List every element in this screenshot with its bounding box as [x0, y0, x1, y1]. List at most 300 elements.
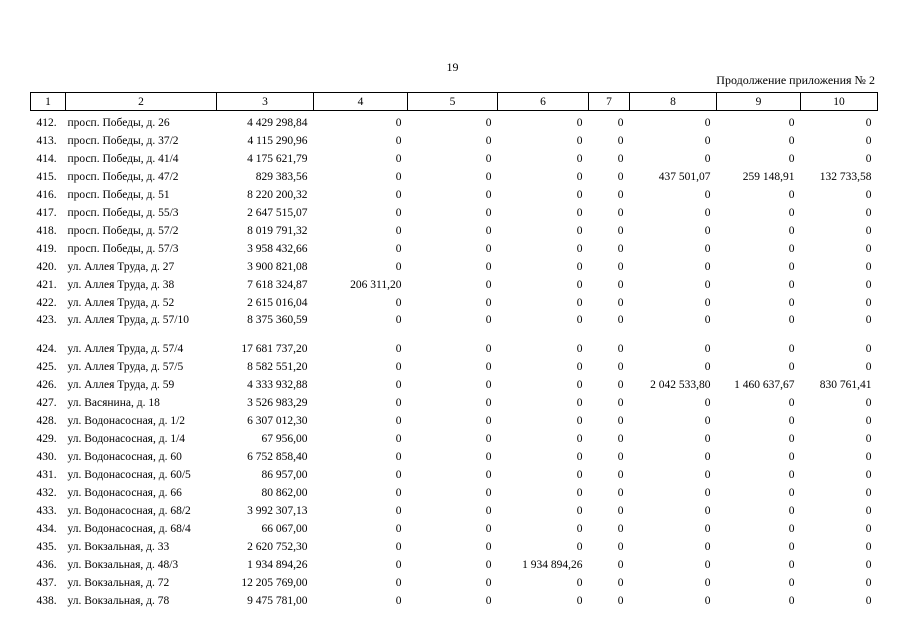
value-cell: 437 501,07 [658, 171, 711, 183]
data-table [30, 92, 878, 610]
value-cell: 0 [617, 314, 624, 326]
address-cell: ул. Васянина, д. 18 [67, 397, 160, 409]
address-cell: ул. Водонасосная, д. 60/5 [67, 469, 191, 481]
row-number: 420. [36, 261, 57, 273]
address-cell: ул. Аллея Труда, д. 38 [67, 279, 175, 291]
value-cell: 0 [617, 135, 624, 147]
value-cell: 0 [617, 595, 624, 607]
row-number: 435. [36, 541, 57, 553]
value-cell: 0 [865, 487, 872, 499]
value-cell: 0 [788, 225, 795, 237]
value-cell: 0 [617, 297, 624, 309]
value-cell: 0 [704, 487, 711, 499]
value-cell: 0 [865, 243, 872, 255]
value-cell: 0 [576, 523, 583, 535]
value-cell: 0 [865, 117, 872, 129]
value-cell: 0 [788, 397, 795, 409]
address-cell: ул. Аллея Труда, д. 57/4 [67, 343, 184, 355]
value-cell: 0 [617, 207, 624, 219]
value-cell: 0 [485, 505, 492, 517]
value-cell: 0 [485, 559, 492, 571]
value-cell: 0 [576, 487, 583, 499]
table-row [31, 258, 878, 276]
value-cell: 0 [865, 559, 872, 571]
value-cell: 0 [788, 314, 795, 326]
value-cell: 0 [788, 505, 795, 517]
value-cell: 67 956,00 [261, 433, 308, 445]
value-cell: 0 [617, 361, 624, 373]
value-cell: 0 [788, 361, 795, 373]
value-cell: 0 [617, 243, 624, 255]
value-cell: 2 042 533,80 [650, 379, 711, 391]
value-cell: 0 [395, 379, 402, 391]
value-cell: 0 [485, 415, 492, 427]
table-row [31, 312, 878, 340]
row-number: 422. [36, 297, 57, 309]
value-cell: 0 [485, 117, 492, 129]
value-cell: 0 [576, 297, 583, 309]
row-number: 426. [36, 379, 57, 391]
value-cell: 0 [788, 297, 795, 309]
value-cell: 0 [617, 171, 624, 183]
address-cell: ул. Водонасосная, д. 60 [67, 451, 182, 463]
value-cell: 0 [485, 469, 492, 481]
value-cell: 0 [576, 279, 583, 291]
value-cell: 0 [485, 541, 492, 553]
value-cell: 0 [788, 469, 795, 481]
row-number: 428. [36, 415, 57, 427]
value-cell: 0 [617, 117, 624, 129]
value-cell: 0 [704, 361, 711, 373]
appendix-continuation-note: Продолжение приложения № 2 [716, 73, 875, 87]
value-cell: 0 [617, 225, 624, 237]
value-cell: 0 [617, 505, 624, 517]
value-cell: 0 [485, 397, 492, 409]
table-row [31, 592, 878, 610]
value-cell: 0 [485, 361, 492, 373]
value-cell: 0 [788, 243, 795, 255]
value-cell: 0 [576, 577, 583, 589]
table-row [31, 502, 878, 520]
value-cell: 0 [704, 207, 711, 219]
row-number: 427. [36, 397, 57, 409]
value-cell: 0 [704, 153, 711, 165]
row-number: 430. [36, 451, 57, 463]
value-cell: 830 761,41 [819, 379, 872, 391]
value-cell: 0 [704, 451, 711, 463]
value-cell: 0 [395, 595, 402, 607]
value-cell: 0 [788, 279, 795, 291]
value-cell: 0 [485, 207, 492, 219]
value-cell: 0 [576, 469, 583, 481]
value-cell: 8 582 551,20 [247, 361, 308, 373]
value-cell: 0 [865, 541, 872, 553]
value-cell: 0 [617, 279, 624, 291]
column-header: 2 [66, 93, 217, 111]
row-number: 412. [36, 117, 57, 129]
value-cell: 0 [788, 117, 795, 129]
value-cell: 0 [704, 541, 711, 553]
value-cell: 0 [865, 153, 872, 165]
value-cell: 0 [788, 415, 795, 427]
address-cell: просп. Победы, д. 57/2 [67, 225, 179, 237]
value-cell: 0 [395, 487, 402, 499]
value-cell: 0 [788, 433, 795, 445]
column-header: 10 [801, 93, 878, 111]
value-cell: 0 [576, 135, 583, 147]
value-cell: 2 615 016,04 [247, 297, 308, 309]
table-header-row [31, 93, 878, 111]
value-cell: 0 [485, 451, 492, 463]
table-row [31, 358, 878, 376]
value-cell: 0 [704, 314, 711, 326]
row-number: 419. [36, 243, 57, 255]
value-cell: 0 [485, 314, 492, 326]
value-cell: 0 [395, 117, 402, 129]
value-cell: 0 [485, 343, 492, 355]
column-header: 7 [589, 93, 630, 111]
value-cell: 0 [485, 379, 492, 391]
address-cell: просп. Победы, д. 57/3 [67, 243, 179, 255]
value-cell: 0 [617, 261, 624, 273]
value-cell: 0 [485, 523, 492, 535]
value-cell: 0 [865, 279, 872, 291]
value-cell: 3 958 432,66 [247, 243, 308, 255]
table-row [31, 222, 878, 240]
row-number: 413. [36, 135, 57, 147]
value-cell: 1 934 894,26 [522, 559, 583, 571]
value-cell: 9 475 781,00 [247, 595, 308, 607]
value-cell: 0 [395, 451, 402, 463]
value-cell: 0 [865, 189, 872, 201]
table-row [31, 340, 878, 358]
address-cell: ул. Водонасосная, д. 68/2 [67, 505, 191, 517]
column-header: 5 [408, 93, 498, 111]
value-cell: 0 [788, 595, 795, 607]
value-cell: 0 [865, 225, 872, 237]
value-cell: 0 [395, 189, 402, 201]
table-row [31, 376, 878, 394]
table-row [31, 484, 878, 502]
value-cell: 0 [704, 135, 711, 147]
value-cell: 0 [485, 595, 492, 607]
value-cell: 17 681 737,20 [241, 343, 308, 355]
value-cell: 0 [576, 243, 583, 255]
value-cell: 66 067,00 [261, 523, 308, 535]
value-cell: 6 307 012,30 [247, 415, 308, 427]
table-body [31, 111, 878, 611]
value-cell: 132 733,58 [819, 171, 872, 183]
value-cell: 0 [485, 433, 492, 445]
row-number: 416. [36, 189, 57, 201]
value-cell: 0 [704, 189, 711, 201]
value-cell: 0 [576, 261, 583, 273]
address-cell: просп. Победы, д. 37/2 [67, 135, 179, 147]
row-number: 438. [36, 595, 57, 607]
table-row [31, 466, 878, 484]
value-cell: 0 [395, 505, 402, 517]
value-cell: 0 [865, 361, 872, 373]
address-cell: просп. Победы, д. 26 [67, 117, 170, 129]
value-cell: 0 [865, 261, 872, 273]
value-cell: 0 [617, 189, 624, 201]
value-cell: 0 [788, 577, 795, 589]
column-header: 4 [314, 93, 408, 111]
table-row [31, 574, 878, 592]
value-cell: 0 [865, 595, 872, 607]
address-cell: ул. Вокзальная, д. 78 [67, 595, 170, 607]
value-cell: 0 [704, 279, 711, 291]
value-cell: 8 375 360,59 [247, 314, 308, 326]
value-cell: 0 [576, 361, 583, 373]
row-number: 432. [36, 487, 57, 499]
table-row [31, 520, 878, 538]
value-cell: 0 [395, 559, 402, 571]
value-cell: 0 [395, 243, 402, 255]
row-number: 415. [36, 171, 57, 183]
value-cell: 0 [865, 451, 872, 463]
value-cell: 0 [617, 433, 624, 445]
value-cell: 2 647 515,07 [247, 207, 308, 219]
value-cell: 0 [485, 297, 492, 309]
value-cell: 0 [576, 541, 583, 553]
table-row [31, 186, 878, 204]
value-cell: 0 [617, 153, 624, 165]
value-cell: 0 [704, 469, 711, 481]
table-row [31, 556, 878, 574]
value-cell: 1 460 637,67 [734, 379, 795, 391]
value-cell: 0 [576, 433, 583, 445]
value-cell: 0 [485, 153, 492, 165]
value-cell: 0 [704, 397, 711, 409]
value-cell: 206 311,20 [350, 279, 402, 291]
value-cell: 0 [617, 559, 624, 571]
value-cell: 0 [865, 207, 872, 219]
value-cell: 0 [576, 189, 583, 201]
value-cell: 0 [788, 207, 795, 219]
address-cell: просп. Победы, д. 55/3 [67, 207, 179, 219]
column-header: 9 [717, 93, 801, 111]
value-cell: 0 [788, 487, 795, 499]
value-cell: 0 [576, 171, 583, 183]
value-cell: 0 [395, 171, 402, 183]
address-cell: ул. Водонасосная, д. 68/4 [67, 523, 191, 535]
value-cell: 0 [865, 505, 872, 517]
value-cell: 12 205 769,00 [241, 577, 308, 589]
address-cell: просп. Победы, д. 47/2 [67, 171, 179, 183]
table-row [31, 394, 878, 412]
value-cell: 0 [485, 261, 492, 273]
value-cell: 0 [865, 397, 872, 409]
row-number: 429. [36, 433, 57, 445]
value-cell: 0 [395, 541, 402, 553]
value-cell: 0 [617, 469, 624, 481]
address-cell: ул. Вокзальная, д. 72 [67, 577, 170, 589]
value-cell: 0 [395, 433, 402, 445]
value-cell: 3 526 983,29 [247, 397, 308, 409]
value-cell: 0 [617, 541, 624, 553]
value-cell: 0 [617, 415, 624, 427]
value-cell: 0 [788, 559, 795, 571]
value-cell: 0 [576, 117, 583, 129]
row-number: 424. [36, 343, 57, 355]
value-cell: 3 900 821,08 [247, 261, 308, 273]
value-cell: 0 [865, 433, 872, 445]
row-number: 423. [36, 314, 57, 326]
value-cell: 0 [788, 261, 795, 273]
value-cell: 0 [395, 207, 402, 219]
address-cell: ул. Аллея Труда, д. 57/5 [67, 361, 184, 373]
value-cell: 0 [865, 523, 872, 535]
value-cell: 0 [485, 189, 492, 201]
column-header: 1 [31, 93, 66, 111]
row-number: 425. [36, 361, 57, 373]
value-cell: 4 115 290,96 [247, 135, 308, 147]
value-cell: 0 [395, 297, 402, 309]
table-row [31, 538, 878, 556]
value-cell: 0 [485, 225, 492, 237]
row-number: 417. [36, 207, 57, 219]
value-cell: 0 [395, 343, 402, 355]
value-cell: 829 383,56 [255, 171, 308, 183]
value-cell: 0 [617, 577, 624, 589]
value-cell: 0 [704, 297, 711, 309]
value-cell: 0 [788, 451, 795, 463]
value-cell: 0 [704, 117, 711, 129]
column-header: 6 [498, 93, 589, 111]
value-cell: 0 [576, 379, 583, 391]
value-cell: 0 [788, 189, 795, 201]
value-cell: 0 [617, 379, 624, 391]
value-cell: 1 934 894,26 [247, 559, 308, 571]
table-row [31, 448, 878, 466]
value-cell: 4 175 621,79 [247, 153, 308, 165]
row-number: 431. [36, 469, 57, 481]
value-cell: 0 [576, 505, 583, 517]
value-cell: 0 [704, 505, 711, 517]
value-cell: 0 [788, 135, 795, 147]
table-row [31, 111, 878, 133]
value-cell: 3 992 307,13 [247, 505, 308, 517]
value-cell: 0 [704, 433, 711, 445]
table-row [31, 240, 878, 258]
row-number: 433. [36, 505, 57, 517]
value-cell: 0 [788, 541, 795, 553]
value-cell: 0 [576, 397, 583, 409]
value-cell: 0 [395, 314, 402, 326]
row-number: 436. [36, 559, 57, 571]
table-row [31, 132, 878, 150]
table-row [31, 150, 878, 168]
value-cell: 8 220 200,32 [247, 189, 308, 201]
value-cell: 0 [395, 135, 402, 147]
table-row [31, 168, 878, 186]
value-cell: 0 [704, 559, 711, 571]
table-row [31, 204, 878, 222]
row-number: 437. [36, 577, 57, 589]
value-cell: 0 [576, 225, 583, 237]
value-cell: 0 [617, 343, 624, 355]
address-cell: ул. Водонасосная, д. 1/4 [67, 433, 186, 445]
table-row [31, 294, 878, 312]
value-cell: 0 [788, 343, 795, 355]
value-cell: 0 [704, 595, 711, 607]
value-cell: 0 [576, 451, 583, 463]
address-cell: ул. Аллея Труда, д. 57/10 [67, 314, 189, 326]
address-cell: ул. Вокзальная, д. 33 [67, 541, 170, 553]
value-cell: 0 [485, 243, 492, 255]
value-cell: 4 333 932,88 [247, 379, 308, 391]
table-row [31, 430, 878, 448]
value-cell: 0 [395, 469, 402, 481]
address-cell: ул. Аллея Труда, д. 52 [67, 297, 175, 309]
address-cell: ул. Водонасосная, д. 1/2 [67, 415, 186, 427]
value-cell: 80 862,00 [261, 487, 308, 499]
value-cell: 0 [395, 397, 402, 409]
value-cell: 0 [485, 171, 492, 183]
value-cell: 0 [617, 397, 624, 409]
value-cell: 4 429 298,84 [247, 117, 308, 129]
value-cell: 0 [485, 135, 492, 147]
value-cell: 0 [704, 523, 711, 535]
value-cell: 0 [704, 261, 711, 273]
value-cell: 8 019 791,32 [247, 225, 308, 237]
value-cell: 0 [704, 415, 711, 427]
row-number: 418. [36, 225, 57, 237]
value-cell: 0 [865, 469, 872, 481]
value-cell: 0 [576, 415, 583, 427]
value-cell: 0 [395, 361, 402, 373]
value-cell: 0 [865, 343, 872, 355]
value-cell: 0 [704, 577, 711, 589]
value-cell: 0 [576, 343, 583, 355]
value-cell: 0 [865, 314, 872, 326]
value-cell: 2 620 752,30 [247, 541, 308, 553]
value-cell: 0 [704, 343, 711, 355]
row-number: 421. [36, 279, 57, 291]
value-cell: 0 [576, 595, 583, 607]
table-row [31, 276, 878, 294]
column-header: 8 [630, 93, 717, 111]
address-cell: ул. Вокзальная, д. 48/3 [67, 559, 179, 571]
value-cell: 0 [395, 523, 402, 535]
address-cell: ул. Водонасосная, д. 66 [67, 487, 182, 499]
value-cell: 0 [576, 314, 583, 326]
value-cell: 0 [617, 451, 624, 463]
page-number: 19 [446, 60, 459, 74]
value-cell: 259 148,91 [742, 171, 795, 183]
value-cell: 0 [788, 523, 795, 535]
value-cell: 0 [395, 415, 402, 427]
value-cell: 0 [395, 225, 402, 237]
value-cell: 0 [617, 487, 624, 499]
value-cell: 6 752 858,40 [247, 451, 308, 463]
value-cell: 0 [865, 415, 872, 427]
value-cell: 0 [395, 153, 402, 165]
row-number: 434. [36, 523, 57, 535]
value-cell: 7 618 324,87 [247, 279, 308, 291]
value-cell: 0 [485, 577, 492, 589]
column-header: 3 [217, 93, 314, 111]
value-cell: 0 [617, 523, 624, 535]
value-cell: 0 [865, 577, 872, 589]
table-row [31, 412, 878, 430]
value-cell: 0 [704, 225, 711, 237]
address-cell: ул. Аллея Труда, д. 27 [67, 261, 175, 273]
value-cell: 0 [485, 487, 492, 499]
value-cell: 86 957,00 [261, 469, 308, 481]
address-cell: просп. Победы, д. 51 [67, 189, 170, 201]
